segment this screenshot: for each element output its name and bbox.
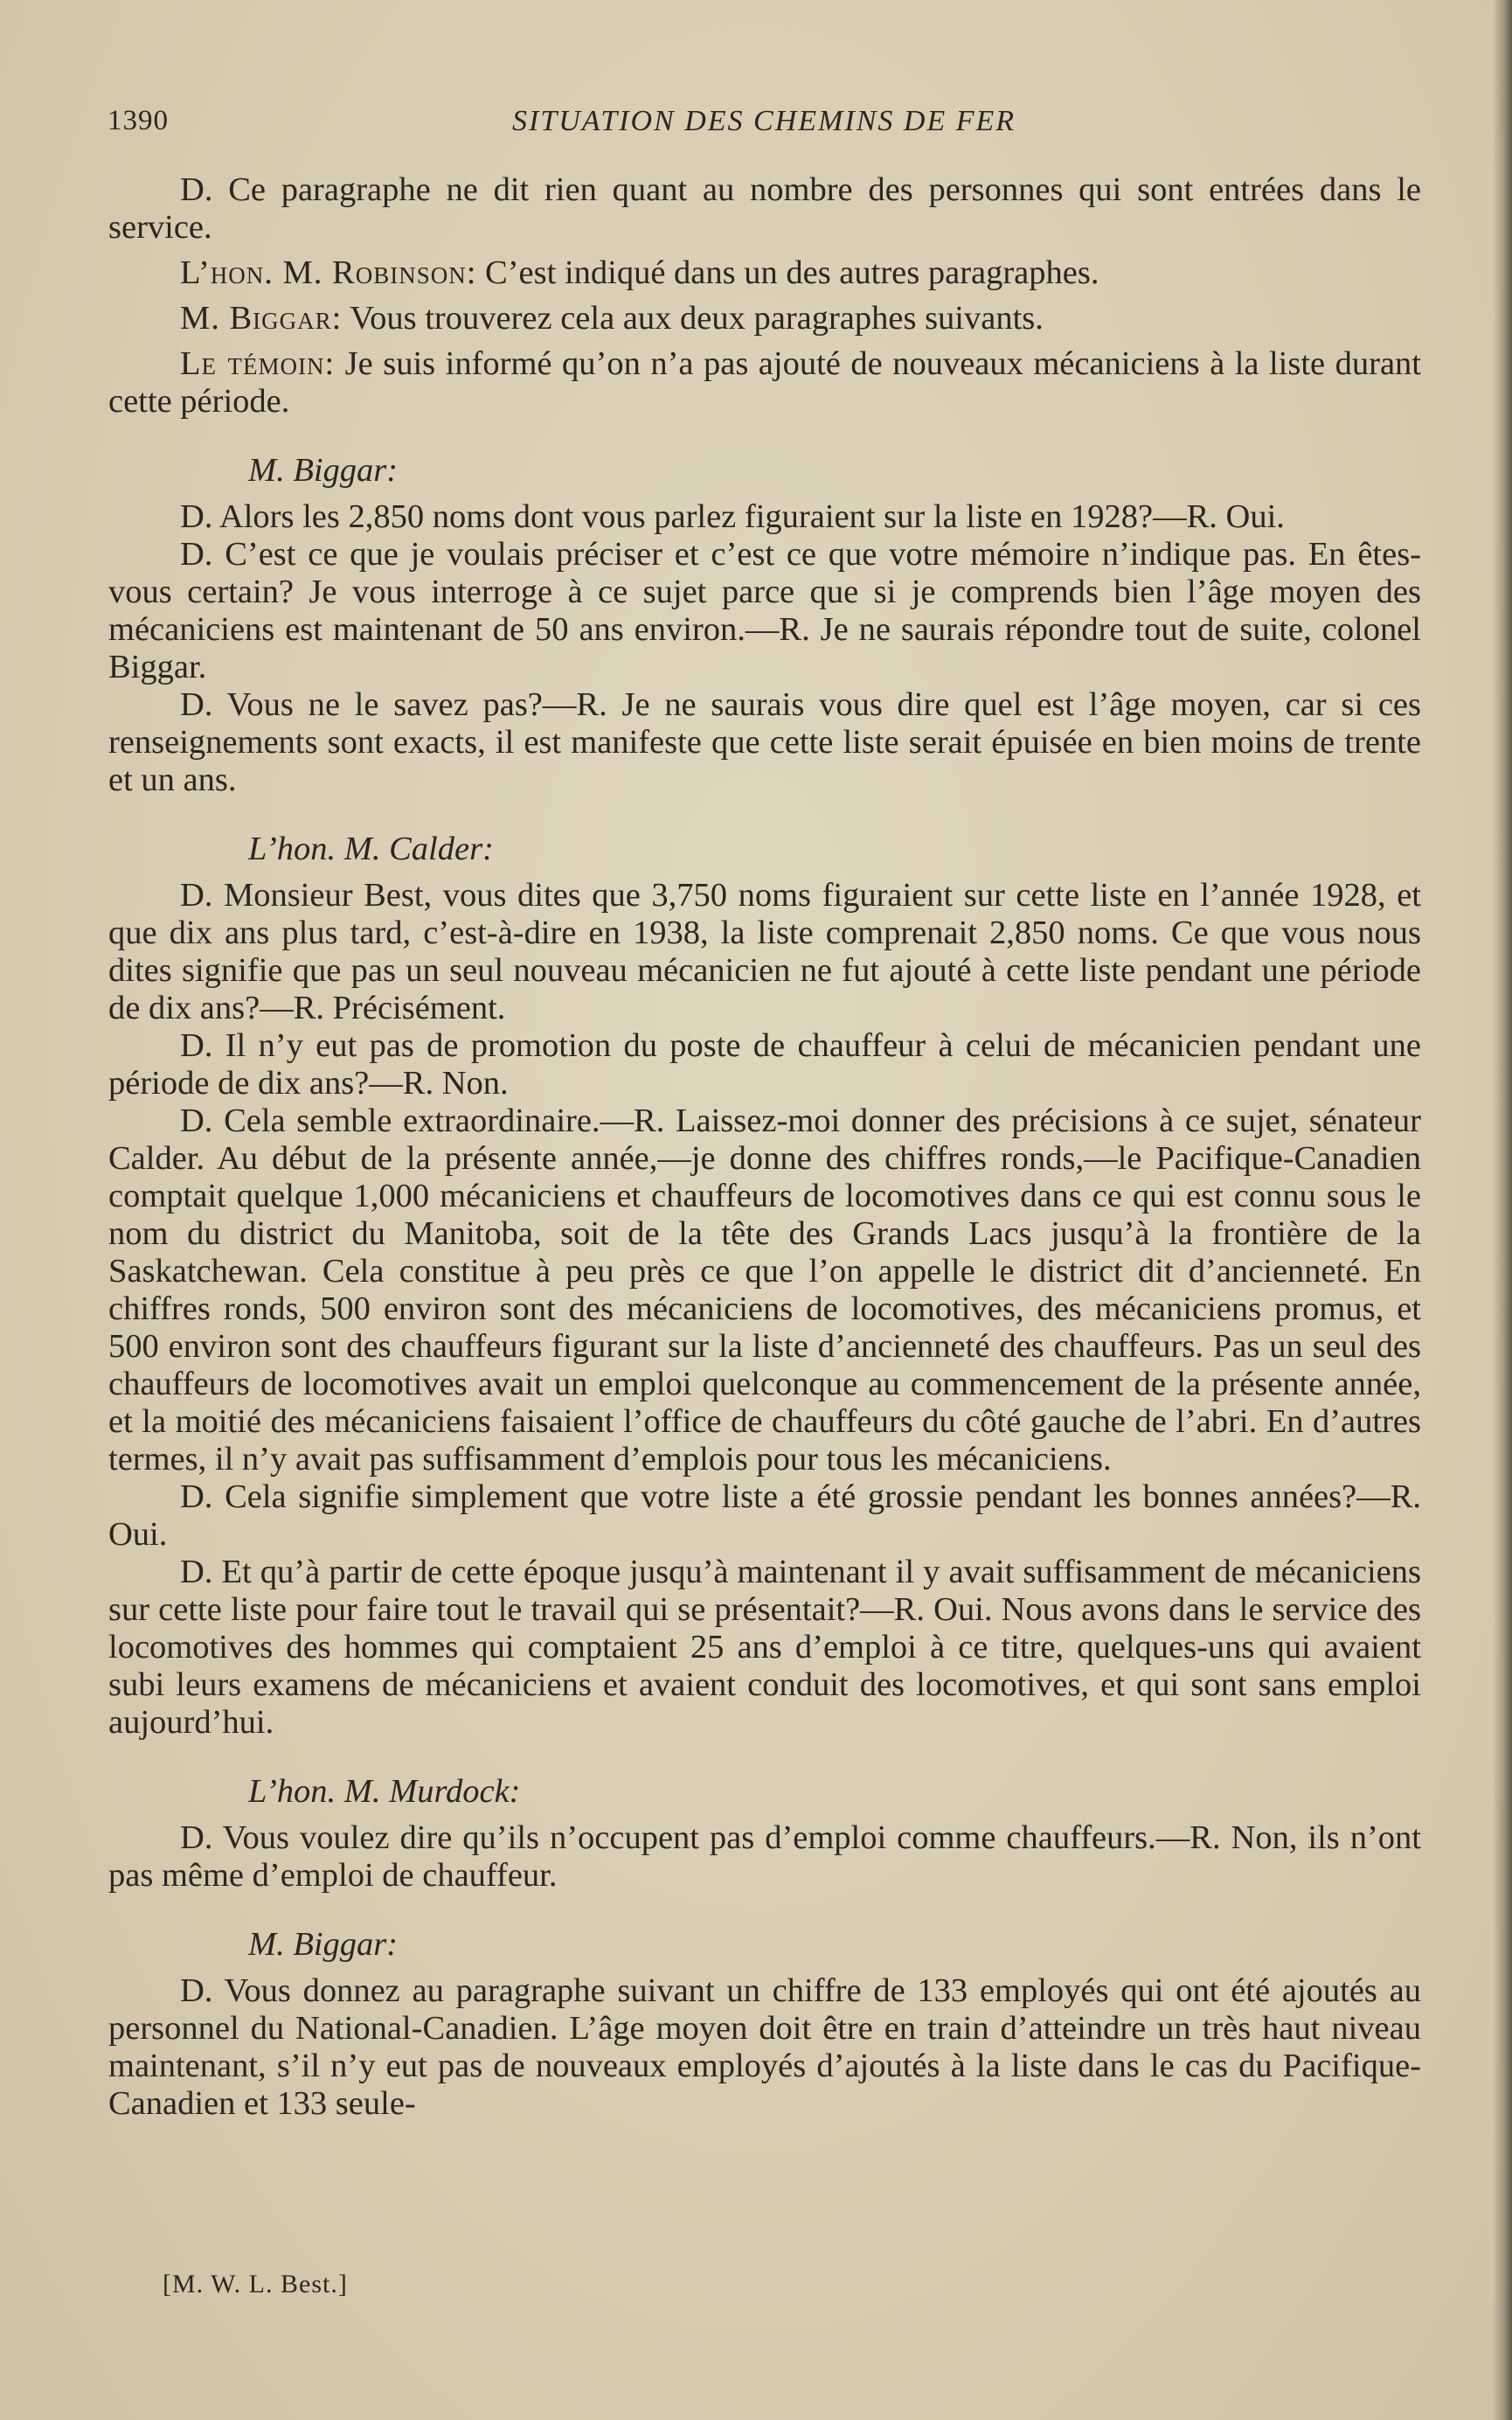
running-head: SITUATION DES CHEMINS DE FER <box>511 105 1016 137</box>
paragraph-text: D. Vous donnez au paragraphe suivant un chiffre de 133 employés qui ont été ajoutés au personnel du National-Canadien. L’âge moyen doit être en train d’atteindre un très haut niveau maintenant, s’il n’y eut pas de nouveaux employés d’ajoutés à la liste dans le cas du Pacifique-Canadien et 133 seule- <box>108 1972 1421 2122</box>
paragraph <box>108 1027 1421 1102</box>
paragraph-text: C’est indiqué dans un des autres paragraphes. <box>476 254 1099 291</box>
paragraph-text: D. Monsieur Best, vous dites que 3,750 noms figuraient sur cette liste en l’année 1928, et que dix ans plus tard, c’est-à-dire en 1938, la liste comprenait 2,850 noms. Ce que vous nous dites signifie que pas un seul nouveau mécanicien ne fut ajouté à cette liste pendant une période de dix ans?—R. Précisément. <box>108 877 1421 1026</box>
speaker-heading: L’hon. M. Murdock: <box>248 1773 521 1810</box>
page-edge-shadow <box>1493 0 1512 2420</box>
page-header <box>108 100 1420 152</box>
body-text <box>108 171 1421 2123</box>
speaker-label: Le témoin: <box>180 345 336 382</box>
page-number: 1390 <box>108 105 169 136</box>
paragraph-text: D. Vous voulez dire qu’ils n’occupent pas d’emploi comme chauffeurs.—R. Non, ils n’ont pas même d’emploi de chauffeur. <box>108 1819 1421 1894</box>
paragraph <box>108 300 1421 337</box>
speaker-heading: M. Biggar: <box>248 452 399 489</box>
paragraph <box>108 536 1421 686</box>
paragraph <box>108 686 1421 799</box>
witness-footer: [M. W. L. Best.] <box>163 2270 348 2298</box>
paragraph <box>108 254 1421 292</box>
speaker-heading: M. Biggar: <box>248 1926 399 1963</box>
paragraph-text: D. C’est ce que je voulais préciser et c’est ce que votre mémoire n’indique pas. En êtes-vous certain? Je vous interroge à ce sujet parce que si je comprends bien l’âge moyen des mécaniciens est maintenant de 50 ans environ.—R. Je ne saurais répondre tout de suite, colonel Biggar. <box>108 536 1421 685</box>
paragraph-text: D. Cela semble extraordinaire.—R. Laissez-moi donner des précisions à ce sujet, sénateur Calder. Au début de la présente année,—je donne des chiffres ronds,—le Pacifique-Canadien comptait quelque 1,000 mécaniciens et chauffeurs de locomotives dans ce qui est connu sous le nom du district du Manitoba, soit de la tête des Grands Lacs jusqu’à la frontière de la Saskatchewan. Cela constitue à peu près ce que l’on appelle le district dit d’ancienneté. En chiffres ronds, 500 environ sont des mécaniciens de locomotives, des mécaniciens promus, et 500 environ sont des chauffeurs figurant sur la liste d’ancienneté des chauffeurs. Pas un seul des chauffeurs de locomotives avait un emploi quelconque au commencement de la présente année, et la moitié des mécaniciens faisaient l’office de chauffeurs du côté gauche de l’abri. En d’autres termes, il n’y avait pas suffisamment d’emplois pour tous les mécaniciens. <box>108 1102 1421 1478</box>
paragraph <box>108 1478 1421 1554</box>
paragraph-text: D. Il n’y eut pas de promotion du poste de chauffeur à celui de mécanicien pendant une période de dix ans?—R. Non. <box>108 1027 1421 1102</box>
paragraph-text: D. Vous ne le savez pas?—R. Je ne saurais vous dire quel est l’âge moyen, car si ces renseignements sont exacts, il est manifeste que cette liste serait épuisée en bien moins de trente et un ans. <box>108 686 1421 798</box>
speaker-label: L’hon. M. Robinson: <box>180 254 477 291</box>
paragraph <box>108 1102 1421 1478</box>
paragraph <box>108 171 1421 247</box>
paragraph-text: D. Alors les 2,850 noms dont vous parlez figuraient sur la liste en 1928?—R. Oui. <box>180 498 1285 535</box>
paragraph-text: D. Cela signifie simplement que votre liste a été grossie pendant les bonnes années?—R. Oui. <box>108 1478 1421 1553</box>
paragraph-text: D. Ce paragraphe ne dit rien quant au nombre des personnes qui sont entrées dans le service. <box>108 171 1421 246</box>
paragraph <box>108 498 1421 536</box>
speaker-label: M. Biggar: <box>180 300 343 337</box>
paragraph-text: Je suis informé qu’on n’a pas ajouté de nouveaux mécaniciens à la liste durant cette période. <box>108 345 1421 420</box>
paragraph-text: Vous trouverez cela aux deux paragraphes suivants. <box>342 300 1044 337</box>
paragraph <box>108 345 1421 421</box>
paragraph <box>108 1819 1421 1895</box>
paragraph-text: D. Et qu’à partir de cette époque jusqu’à maintenant il y avait suffisamment de mécaniciens sur cette liste pour faire tout le travail qui se présentait?—R. Oui. Nous avons dans le service des locomotives des hommes qui comptaient 25 ans d’emploi à ce titre, quelques-uns qui avaient subi leurs examens de mécaniciens et avaient conduit des locomotives, et qui sont sans emploi aujourd’hui. <box>108 1554 1421 1741</box>
paragraph <box>108 1972 1421 2123</box>
paragraph <box>108 1554 1421 1742</box>
paragraph <box>108 877 1421 1027</box>
speaker-heading: L’hon. M. Calder: <box>248 831 494 867</box>
